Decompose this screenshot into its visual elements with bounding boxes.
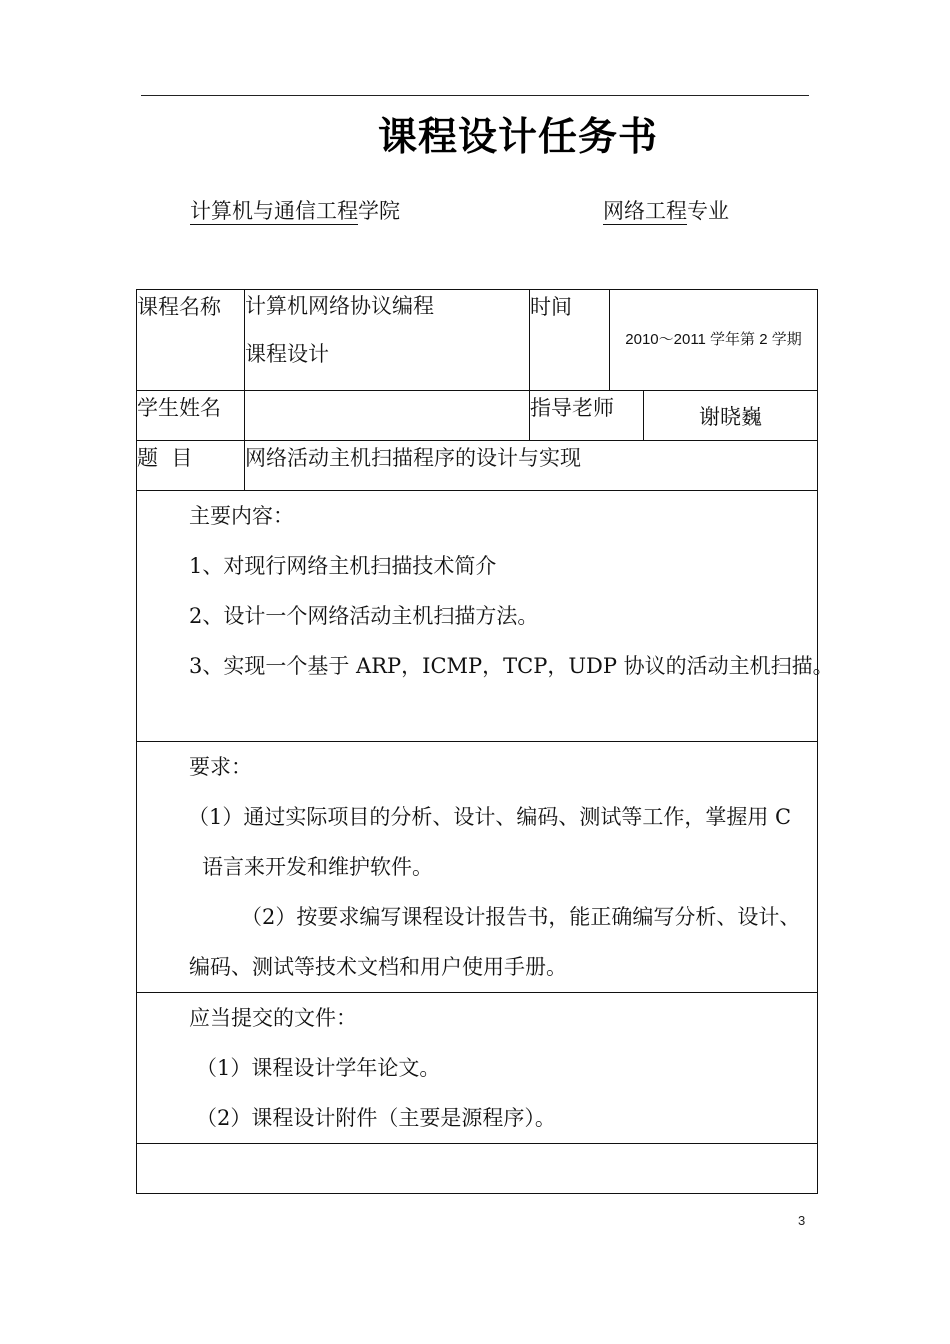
main-content-row bbox=[137, 491, 818, 742]
course-name-line2: 课程设计 bbox=[245, 342, 329, 366]
requirement-1-line1: （1）通过实际项目的分析、设计、编码、测试等工作，掌握用 C bbox=[188, 805, 792, 829]
student-name-label: 学生姓名 bbox=[137, 391, 245, 441]
advisor-value: 谢晓巍 bbox=[644, 391, 818, 441]
submissions-row bbox=[137, 993, 818, 1144]
requirements-cell bbox=[137, 742, 818, 993]
time-label: 时间 bbox=[530, 290, 610, 391]
main-content-item: 2、设计一个网络活动主机扫描方法。 bbox=[189, 604, 539, 628]
requirement-2-line2: 编码、测试等技术文档和用户使用手册。 bbox=[189, 955, 567, 979]
course-row bbox=[137, 290, 818, 391]
main-content-item: 3、实现一个基于 ARP，ICMP，TCP，UDP 协议的活动主机扫描。 bbox=[189, 654, 834, 678]
submission-item: （1）课程设计学年论文。 bbox=[196, 1056, 441, 1080]
student-name-value bbox=[245, 391, 530, 441]
last-row bbox=[137, 1144, 818, 1194]
submission-item: （2）课程设计附件（主要是源程序）。 bbox=[196, 1106, 556, 1130]
course-name-label: 课程名称 bbox=[137, 290, 245, 391]
college-name: 计算机与通信工程 bbox=[190, 199, 358, 223]
topic-label: 题 目 bbox=[137, 441, 245, 491]
topic-row bbox=[137, 441, 818, 491]
major-name: 网络工程 bbox=[603, 199, 687, 223]
main-content-cell bbox=[137, 491, 834, 742]
last-row-cell bbox=[137, 1144, 818, 1194]
requirements-row bbox=[137, 742, 818, 993]
college-suffix: 学院 bbox=[358, 199, 400, 223]
major-line bbox=[603, 196, 729, 226]
main-content-heading: 主要内容： bbox=[189, 504, 294, 528]
page-number: 3 bbox=[798, 1213, 806, 1228]
major-suffix: 专业 bbox=[687, 199, 729, 223]
requirements-heading: 要求： bbox=[189, 755, 252, 779]
course-name-line1: 计算机网络协议编程 bbox=[245, 294, 434, 318]
header-rule bbox=[141, 95, 809, 96]
requirement-2-line1: （2）按要求编写课程设计报告书，能正确编写分析、设计、 bbox=[241, 905, 801, 929]
document-title: 课程设计任务书 bbox=[377, 115, 658, 160]
student-row bbox=[137, 391, 818, 441]
submissions-heading: 应当提交的文件： bbox=[189, 1006, 357, 1030]
requirement-1-line2: 语言来开发和维护软件。 bbox=[202, 855, 433, 879]
assignment-table bbox=[136, 289, 834, 1194]
advisor-label: 指导老师 bbox=[530, 391, 644, 441]
college-line bbox=[190, 196, 400, 226]
course-name-cell bbox=[245, 290, 530, 391]
submissions-cell bbox=[137, 993, 818, 1144]
main-content-item: 1、对现行网络主机扫描技术简介 bbox=[189, 554, 497, 578]
time-value: 2010～2011 学年第 2 学期 bbox=[610, 290, 818, 391]
topic-value: 网络活动主机扫描程序的设计与实现 bbox=[245, 441, 818, 491]
